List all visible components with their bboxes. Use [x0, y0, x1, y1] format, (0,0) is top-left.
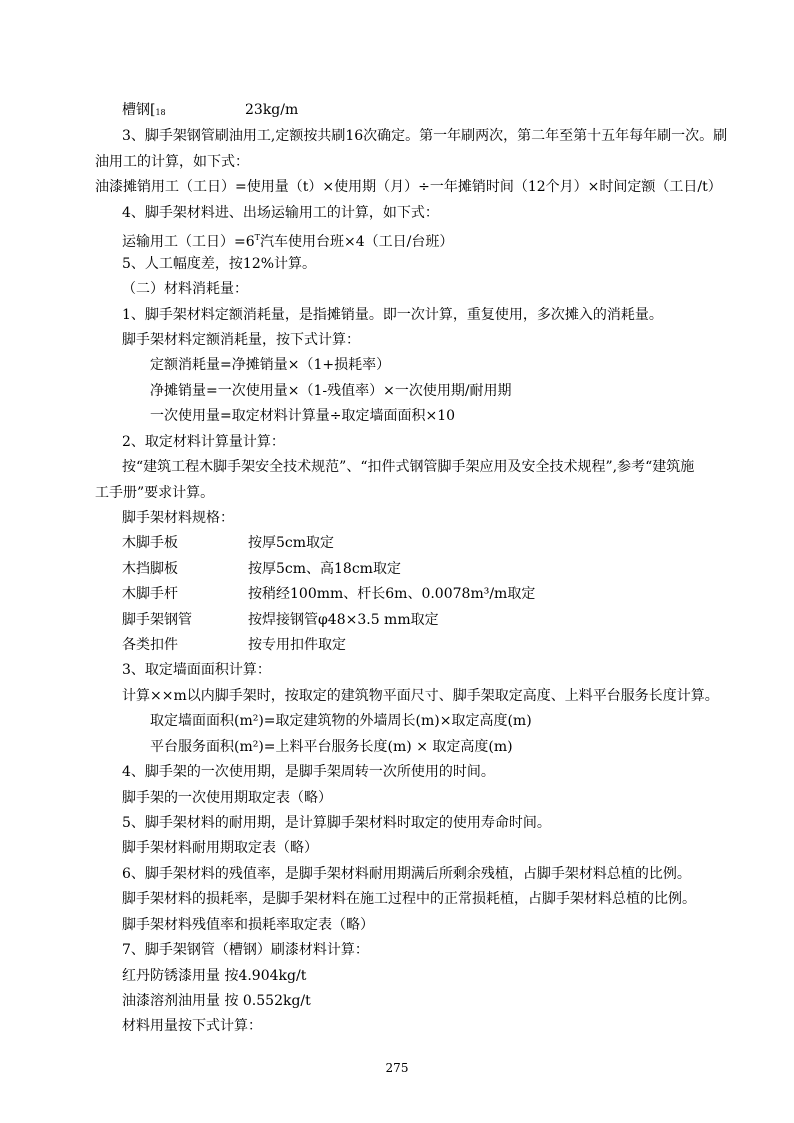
paint-labor-formula: 油漆摊销用工（工日）=使用量（t）×使用期（月）÷一年摊销时间（12个月）×时间定额（工日/t） [95, 179, 722, 195]
spec-value-wood-board: 按厚5cm取定 [248, 535, 335, 551]
materials-paragraph-1: 1、脚手架材料定额消耗量，是指摊销量。即一次计算，重复使用，多次摊入的消耗量。 [122, 307, 663, 323]
spec-heading: 脚手架材料规格： [122, 510, 234, 526]
paragraph-3-line-2: 油用工的计算，如下式： [95, 154, 249, 170]
spec-value-wood-pole: 按稍经100mm、杆长6m、0.0078m³/m取定 [248, 586, 536, 602]
formula-platform-area: 平台服务面积(m²)=上料平台服务长度(m) × 取定高度(m) [150, 739, 513, 755]
paragraph-4: 4、脚手架材料进、出场运输用工的计算，如下式： [122, 205, 439, 221]
spec-label-fasteners: 各类扣件 [122, 637, 178, 653]
formula-wall-area: 取定墙面面积(m²)=取定建筑物的外墙周长(m)×取定高度(m) [150, 713, 532, 729]
durability-table-note: 脚手架材料耐用期取定表（略） [122, 840, 318, 856]
residual-loss-table-note: 脚手架材料残值率和损耗率取定表（略） [122, 917, 374, 933]
usage-period-table-note: 脚手架的一次使用期取定表（略） [122, 790, 332, 806]
materials-formula-intro: 脚手架材料定额消耗量，按下式计算： [122, 332, 360, 348]
spec-value-steel-pipe: 按焊接钢管φ48×3.5 mm取定 [248, 612, 439, 628]
loss-rate-description: 脚手架材料的损耗率，是脚手架材料在施工过程中的正常损耗植，占脚手架材料总植的比例。 [122, 891, 696, 907]
wall-area-description: 计算××m以内脚手架时，按取定的建筑物平面尺寸、脚手架取定高度、上料平台服务长度计算。 [122, 688, 719, 704]
spec-label-wood-pole: 木脚手杆 [122, 586, 178, 602]
materials-paragraph-6: 6、脚手架材料的残值率，是脚手架材料耐用期满后所剩余残植，占脚手架材料总植的比例。 [122, 866, 691, 882]
standards-reference-line-2: 工手册”要求计算。 [95, 485, 215, 501]
spec-value-toe-board: 按厚5cm、高18cm取定 [248, 561, 401, 577]
steel-channel-label: 槽钢[$_{18}$ [122, 102, 166, 118]
spec-label-steel-pipe: 脚手架钢管 [122, 612, 192, 628]
page-number: 275 [385, 1061, 409, 1075]
spec-label-wood-board: 木脚手板 [122, 535, 178, 551]
steel-channel-weight: 23kg/m [245, 102, 299, 118]
materials-paragraph-2: 2、取定材料计算量计算： [122, 434, 285, 450]
spec-label-toe-board: 木挡脚板 [122, 561, 178, 577]
section-heading-materials: （二）材料消耗量： [122, 281, 248, 297]
spec-value-fasteners: 按专用扣件取定 [248, 637, 346, 653]
transport-labor-formula: 运输用工（工日）$=6^T$汽车使用台班×4（工日/台班） [122, 233, 454, 250]
materials-paragraph-5: 5、脚手架材料的耐用期，是计算脚手架材料时取定的使用寿命时间。 [122, 815, 551, 831]
material-usage-formula-intro: 材料用量按下式计算： [122, 1018, 262, 1034]
formula-net-amortization: 净摊销量=一次使用量×（1-残值率）×一次使用期/耐用期 [150, 383, 512, 399]
red-lead-paint-usage: 红丹防锈漆用量 按4.904kg/t [122, 968, 307, 984]
materials-paragraph-7: 7、脚手架钢管（槽钢）刷漆材料计算： [122, 942, 369, 958]
formula-one-time-usage: 一次使用量=取定材料计算量÷取定墙面面积×10 [150, 408, 456, 424]
formula-quota-consumption: 定额消耗量=净摊销量×（1+损耗率） [150, 357, 391, 373]
standards-reference-line-1: 按“建筑工程木脚手架安全技术规范”、“扣件式钢管脚手架应用及安全技术规程”,参考“建筑施 [122, 459, 695, 475]
solvent-usage: 油漆溶剂油用量 按 0.552kg/t [122, 993, 311, 1009]
paragraph-3-line-1: 3、脚手架钢管刷油用工,定额按共刷16次确定。第一年刷两次，第二年至第十五年每年刷一次。刷 [122, 128, 728, 144]
materials-paragraph-3: 3、取定墙面面积计算： [122, 662, 271, 678]
materials-paragraph-4: 4、脚手架的一次使用期，是脚手架周转一次所使用的时间。 [122, 764, 495, 780]
paragraph-5: 5、人工幅度差，按12%计算。 [122, 256, 317, 272]
